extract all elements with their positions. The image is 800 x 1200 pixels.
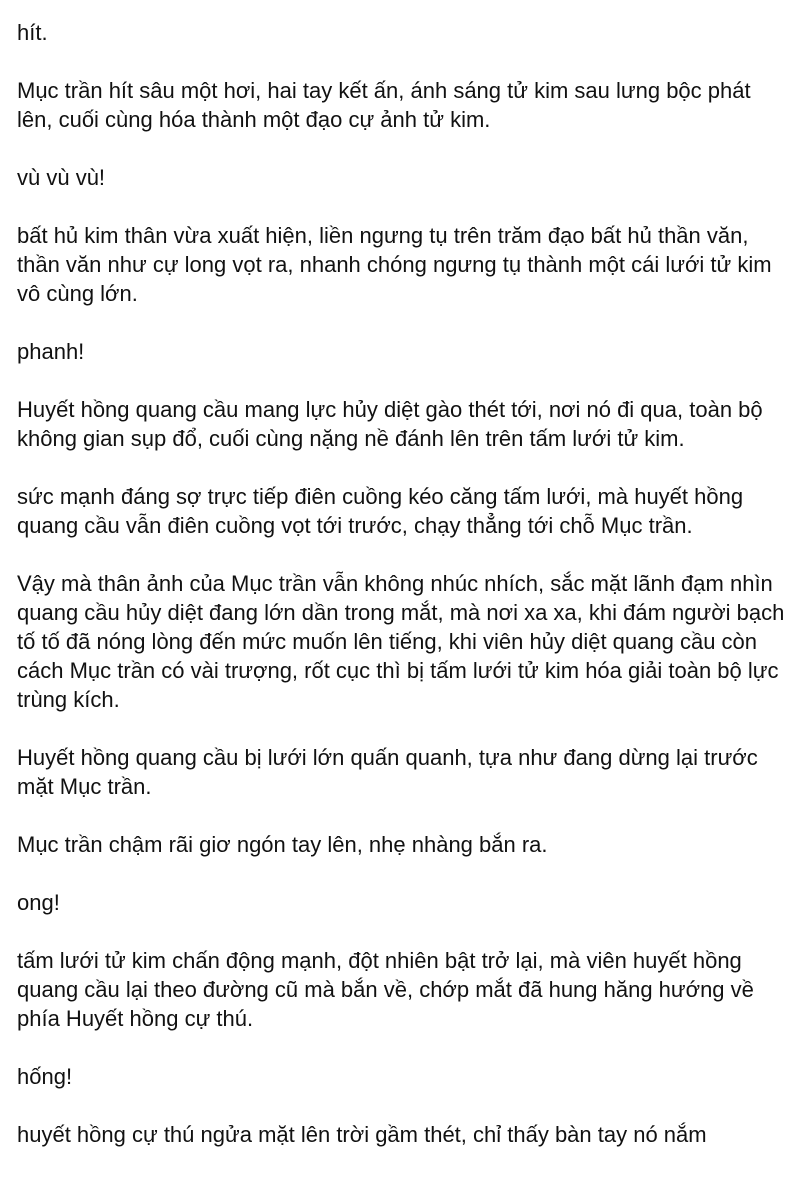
paragraph: hống! — [17, 1064, 73, 1089]
paragraph: ong! — [17, 890, 60, 915]
paragraph: sức mạnh đáng sợ trực tiếp điên cuồng kéo căng tấm lưới, mà huyết hồng quang cầu vẫn điên cuồng vọt tới trước, chạy thẳng tới chỗ Mục trần. — [17, 484, 744, 538]
paragraph: huyết hồng cự thú ngửa mặt lên trời gầm thét, chỉ thấy bàn tay nó nắm — [17, 1122, 707, 1147]
paragraph: hít. — [17, 20, 48, 45]
paragraph: bất hủ kim thân vừa xuất hiện, liền ngưng tụ trên trăm đạo bất hủ thần văn, thần văn như cự long vọt ra, nhanh chóng ngưng tụ thành một cái lưới tử kim vô cùng lớn. — [17, 223, 772, 306]
paragraph: Vậy mà thân ảnh của Mục trần vẫn không nhúc nhích, sắc mặt lãnh đạm nhìn quang cầu hủy diệt đang lớn dần trong mắt, mà nơi xa xa, khi đám người bạch tố tố đã nóng lòng đến mức muốn lên tiếng, khi viên hủy diệt quang cầu còn cách Mục trần có vài trượng, rốt cục thì bị tấm lưới tử kim hóa giải toàn bộ lực trùng kích. — [17, 571, 785, 712]
paragraph: Mục trần hít sâu một hơi, hai tay kết ấn, ánh sáng tử kim sau lưng bộc phát lên, cuối cùng hóa thành một đạo cự ảnh tử kim. — [17, 78, 751, 132]
paragraph: vù vù vù! — [17, 165, 106, 190]
paragraph: Huyết hồng quang cầu bị lưới lớn quấn quanh, tựa như đang dừng lại trước mặt Mục trần. — [17, 745, 758, 799]
paragraph: phanh! — [17, 339, 85, 364]
paragraph: tấm lưới tử kim chấn động mạnh, đột nhiên bật trở lại, mà viên huyết hồng quang cầu lại theo đường cũ mà bắn về, chớp mắt đã hung hăng hướng về phía Huyết hồng cự thú. — [17, 948, 754, 1031]
paragraph: Mục trần chậm rãi giơ ngón tay lên, nhẹ nhàng bắn ra. — [17, 832, 548, 857]
paragraph: Huyết hồng quang cầu mang lực hủy diệt gào thét tới, nơi nó đi qua, toàn bộ không gian sụp đổ, cuối cùng nặng nề đánh lên trên tấm lưới tử kim. — [17, 397, 763, 451]
